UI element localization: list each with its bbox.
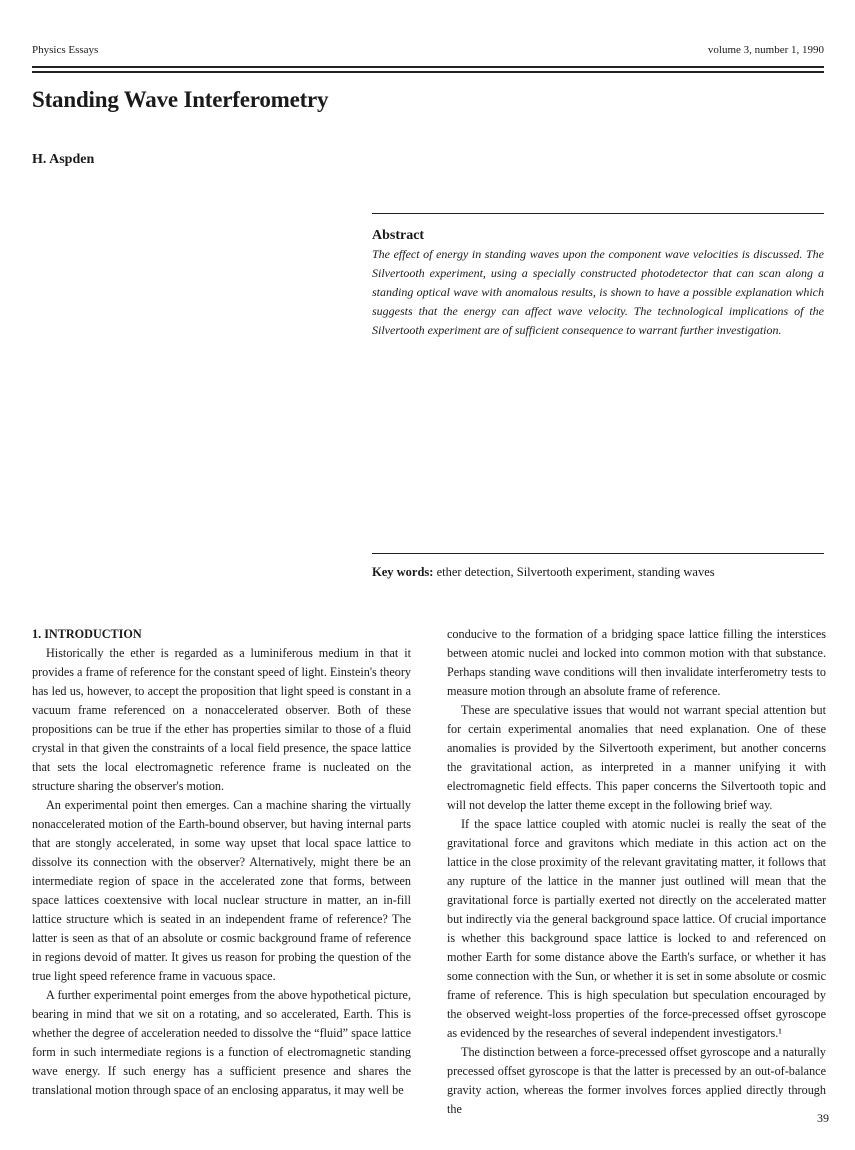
abstract-heading: Abstract bbox=[372, 228, 425, 243]
section-heading: 1. INTRODUCTION bbox=[32, 627, 142, 641]
paragraph: The distinction between a force-precessed offset gyroscope and a naturally precessed offset gyroscope is that the latter is precessed by an out-of-balance gravity action, whereas the former involves forces applied directly through the bbox=[447, 1045, 826, 1116]
issue-info: volume 3, number 1, 1990 bbox=[707, 44, 824, 56]
abstract-text: The effect of energy in standing waves upon the component wave velocities is discussed. The Silvertooth experiment, using a specially constructed photodetector that can scan along a standing optical wave with anomalous results, is shown to have a possible explanation which suggests that the energy can affect wave velocity. The technological implications of the Silvertooth experiment are of sufficient consequence to warrant further investigation. bbox=[372, 247, 824, 337]
paragraph: Historically the ether is regarded as a luminiferous medium in that it provides a frame of reference for the constant speed of light. Einstein's theory has led us, however, to accept the proposition that light speed is constant in a vacuum frame referenced on a nonaccelerated observer. Both of these propositions can be true if the ether has properties similar to those of a fluid crystal in that given the constraints of a local field presence, the space lattice that sets the local electromagnetic reference frame is nucleated on the structure sharing the observer's motion. bbox=[32, 646, 411, 793]
article-author: H. Aspden bbox=[32, 152, 95, 167]
paragraph: If the space lattice coupled with atomic nuclei is really the seat of the gravitational force and gravitons which mediate in this action act on the lattice in the close proximity of the relevant gravitating matter, it follows that any rupture of the lattice in the manner just outlined will mean that the gravitational force is partially exerted not directly on the accelerated matter but indirectly via the general background space lattice. Of crucial importance is whether this background space lattice is locked to and referenced on mother Earth for some distance above the Earth's surface, or whether it has some connection with the Sun, or whether it is set in some absolute or cosmic frame of reference. This is high speculation but speculation encouraged by the observed weight-loss properties of the force-precessed offset gyroscope as evidenced by the researches of several independent investigators.¹ bbox=[447, 817, 826, 1040]
header-rule-bottom bbox=[32, 71, 824, 73]
keywords-rule bbox=[372, 553, 824, 554]
body-column-left bbox=[32, 625, 411, 1100]
header-rule-top bbox=[32, 66, 824, 68]
paragraph: A further experimental point emerges from the above hypothetical picture, bearing in mind that we sit on a rotating, and so accelerated, Earth. This is whether the degree of acceleration needed to dissolve the “fluid” space lattice form in such intermediate regions is a function of electromagnetic standing wave energy. If such energy has a sufficient presence and shares the translational motion through space of an enclosing apparatus, it may well be bbox=[32, 988, 411, 1097]
abstract-top-rule bbox=[372, 213, 824, 214]
journal-name: Physics Essays bbox=[32, 44, 99, 56]
abstract-block bbox=[372, 228, 824, 340]
paragraph: These are speculative issues that would not warrant special attention but for certain experimental anomalies that need explanation. One of these anomalies is provided by the Silvertooth experiment, but another concerns the gravitational action, as interpreted in a manner unifying it with electromagnetic field effects. This paper concerns the Silvertooth topic and will not develop the latter theme except in the following brief way. bbox=[447, 703, 826, 812]
keywords-line bbox=[372, 565, 715, 580]
keywords-label: Key words: bbox=[372, 565, 434, 579]
paragraph: conducive to the formation of a bridging space lattice filling the interstices between atomic nuclei and locked into common motion with that substance. Perhaps standing wave conditions will then invalidate interferometry tests to measure motion through an absolute frame of reference. bbox=[447, 627, 826, 698]
article-title: Standing Wave Interferometry bbox=[32, 87, 329, 112]
paragraph: An experimental point then emerges. Can a machine sharing the virtually nonaccelerated motion of the Earth-bound observer, but having internal parts that are stongly accelerated, in some way upset that local space lattice to dissolve its connection with the observer? Alternatively, might there be an intermediate region of space in the accelerated zone that forms, between space lattices coextensive with local nuclear structure in matter, an in-fill lattice structure which is seated in an independent frame of reference? The latter is seen as that of an absolute or cosmic background frame of reference in regions devoid of matter. It gives us reason for probing the question of the true light speed reference frame in vacuous space. bbox=[32, 798, 411, 983]
page-number: 39 bbox=[817, 1111, 829, 1125]
keywords-text: ether detection, Silvertooth experiment, standing waves bbox=[436, 565, 715, 579]
body-column-right bbox=[447, 625, 826, 1119]
